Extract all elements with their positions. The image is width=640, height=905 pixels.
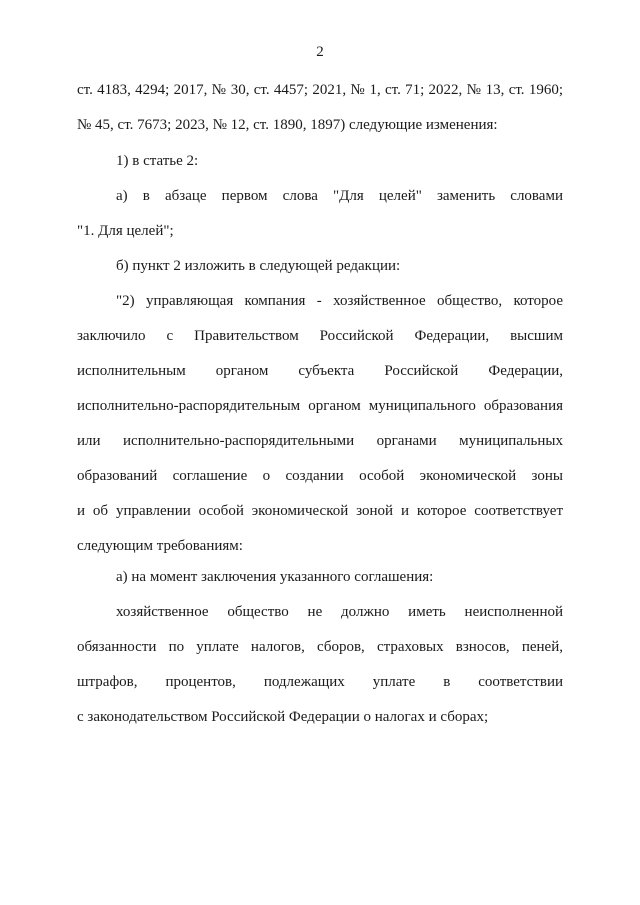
text-line: следующим требованиям: bbox=[77, 538, 243, 554]
text-line: "1. Для целей"; bbox=[77, 223, 174, 239]
text-line: и об управлении особой экономической зоной и которое соответствует bbox=[77, 503, 563, 519]
text-line: обязанности по уплате налогов, сборов, страховых взносов, пеней, bbox=[77, 639, 563, 655]
text-line: "2) управляющая компания - хозяйственное общество, которое bbox=[116, 293, 563, 309]
text-line: хозяйственное общество не должно иметь неисполненной bbox=[116, 604, 563, 620]
text-line: № 45, ст. 7673; 2023, № 12, ст. 1890, 1897) следующие изменения: bbox=[77, 117, 498, 133]
text-line: исполнительно-распорядительным органом муниципального образования bbox=[77, 398, 563, 414]
text-line: с законодательством Российской Федерации о налогах и сборах; bbox=[77, 709, 489, 725]
text-line: а) на момент заключения указанного соглашения: bbox=[116, 569, 434, 585]
page-number: 2 bbox=[316, 44, 324, 60]
text-line: образований соглашение о создании особой экономической зоны bbox=[77, 468, 563, 484]
text-line: заключило с Правительством Российской Федерации, высшим bbox=[77, 328, 563, 344]
text-line: штрафов, процентов, подлежащих уплате в соответствии bbox=[77, 674, 563, 690]
text-line: ст. 4183, 4294; 2017, № 30, ст. 4457; 2021, № 1, ст. 71; 2022, № 13, ст. 1960; bbox=[77, 82, 563, 98]
text-line: исполнительным органом субъекта Российской Федерации, bbox=[77, 363, 563, 379]
text-line: 1) в статье 2: bbox=[116, 153, 199, 169]
text-line: или исполнительно-распорядительными органами муниципальных bbox=[77, 433, 563, 449]
text-line: б) пункт 2 изложить в следующей редакции: bbox=[116, 258, 401, 274]
text-line: а) в абзаце первом слова "Для целей" заменить словами bbox=[116, 188, 563, 204]
